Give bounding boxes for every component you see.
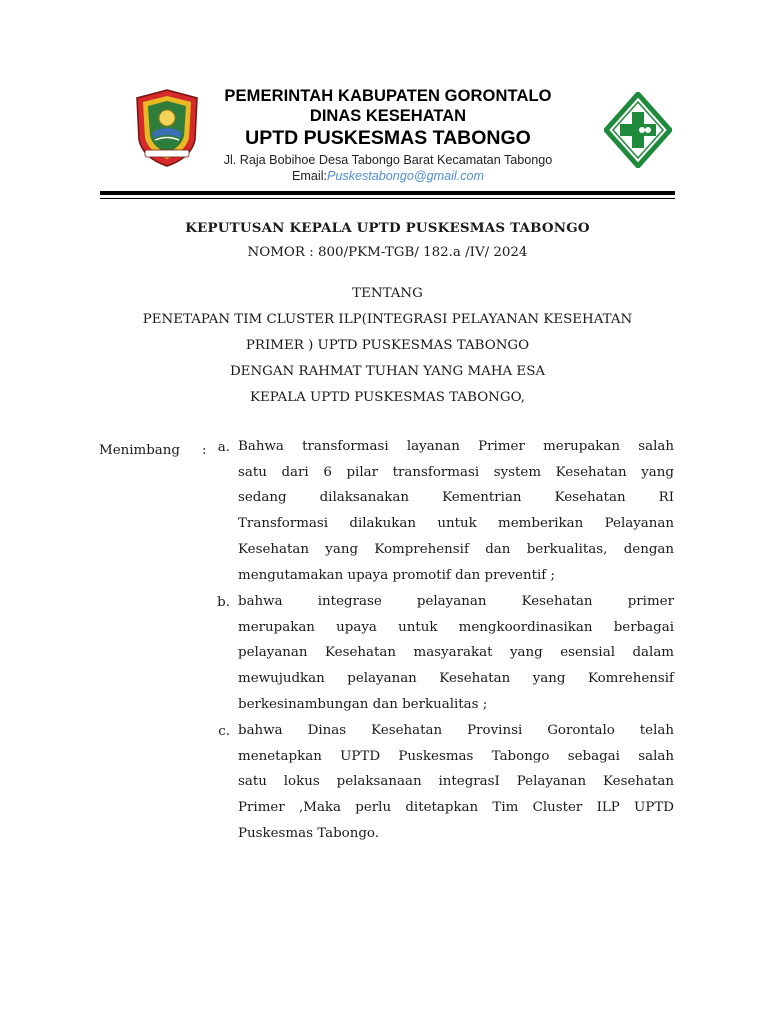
item-line: pelayanan Kesehatan masyarakat yang esensial dalam — [238, 645, 674, 661]
institution-name: UPTD PUSKESMAS TABONGO — [245, 127, 531, 149]
decree-subject-line-1: PENETAPAN TIM CLUSTER ILP(INTEGRASI PELAYANAN KESEHATAN — [142, 312, 633, 327]
item-line: Puskesmas Tabongo. — [238, 825, 380, 841]
menimbang-label: Menimbang — [99, 443, 180, 458]
item-line: bahwa Dinas Kesehatan Provinsi Gorontalo telah — [238, 723, 674, 738]
item-line: mengutamakan upaya promotif dan preventif ; — [238, 567, 555, 583]
menimbang-item-b — [238, 589, 674, 718]
item-letter-a: a. — [217, 440, 230, 455]
item-line: berkesinambungan dan berkualitas ; — [238, 696, 488, 712]
menimbang-item-a — [238, 434, 674, 588]
item-letter-b: b. — [217, 595, 230, 610]
item-line: Bahwa transformasi layanan Primer merupakan salah — [238, 439, 674, 454]
kabupaten-gorontalo-emblem-icon — [133, 88, 201, 168]
decree-invocation: DENGAN RAHMAT TUHAN YANG MAHA ESA — [229, 364, 546, 379]
email-label: Email: — [292, 169, 327, 183]
decree-about-heading: TENTANG — [352, 286, 423, 301]
decree-authority: KEPALA UPTD PUSKESMAS TABONGO, — [249, 390, 526, 405]
letterhead-divider-thick — [100, 191, 675, 195]
letterhead-divider-thin — [100, 198, 675, 199]
item-line: menetapkan UPTD Puskesmas Tabongo sebagai salah — [238, 748, 674, 764]
email-line — [200, 168, 576, 184]
government-name: PEMERINTAH KABUPATEN GORONTALO — [224, 87, 552, 105]
item-line: merupakan upaya untuk mengkoordinasikan berbagai — [238, 619, 674, 635]
address: Jl. Raja Bobihoe Desa Tabongo Barat Kecamatan Tabongo — [223, 153, 553, 167]
menimbang-item-c — [238, 718, 674, 847]
decree-subject-line-2: PRIMER ) UPTD PUSKESMAS TABONGO — [245, 338, 530, 353]
item-line: sedang dilaksanakan Kementrian Kesehatan RI — [238, 490, 674, 506]
item-line: Primer ,Maka perlu ditetapkan Tim Cluster ILP UPTD — [238, 800, 674, 816]
item-line: bahwa integrase pelayanan Kesehatan primer — [238, 594, 674, 609]
agency-name: DINAS KESEHATAN — [309, 107, 467, 125]
menimbang-colon: : — [202, 443, 207, 458]
item-line: satu dari 6 pilar transformasi system Kesehatan yang — [238, 464, 674, 480]
item-line: Transformasi dilakukan untuk memberikan Pelayanan — [238, 516, 674, 532]
item-line: Kesehatan yang Komprehensif dan berkualitas, dengan — [238, 541, 674, 557]
item-line: mewujudkan pelayanan Kesehatan yang Komrehensif — [238, 671, 674, 687]
decree-title: KEPUTUSAN KEPALA UPTD PUSKESMAS TABONGO — [185, 220, 590, 236]
letterhead — [200, 86, 576, 184]
decree-number: NOMOR : 800/PKM-TGB/ 182.a /IV/ 2024 — [247, 245, 528, 260]
item-letter-c: c. — [218, 724, 230, 739]
item-line: satu lokus pelaksanaan integrasI Pelayanan Kesehatan — [238, 774, 674, 790]
email-link[interactable]: Puskestabongo@gmail.com — [327, 169, 484, 183]
puskesmas-cross-logo-icon — [604, 92, 672, 168]
